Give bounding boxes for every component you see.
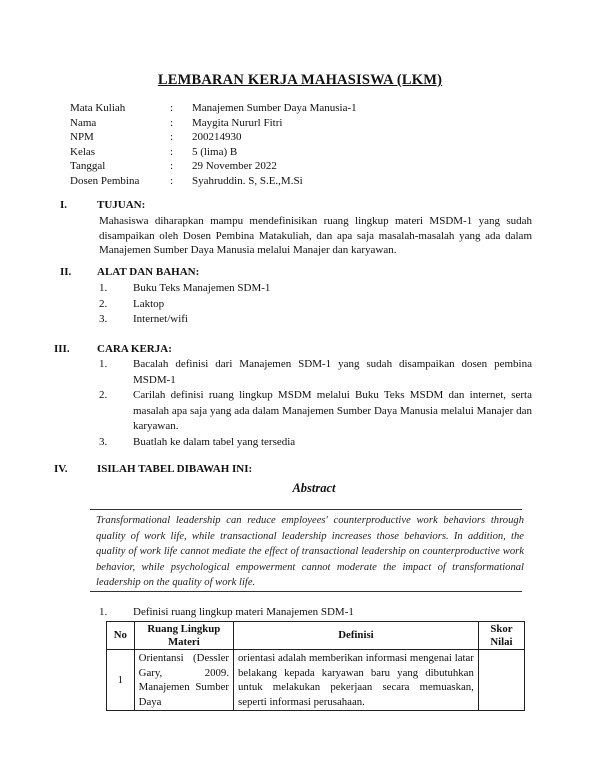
- info-row-tanggal: [70, 159, 357, 174]
- info-row-dosen-pembina: [70, 174, 357, 189]
- info-colon: :: [170, 174, 174, 187]
- list-item: [99, 281, 532, 297]
- info-label: Kelas: [70, 145, 96, 158]
- list-number: 2.: [99, 389, 108, 401]
- list-item: [99, 357, 532, 388]
- info-colon: :: [170, 145, 174, 158]
- section-heading-tujuan: TUJUAN:: [97, 199, 146, 211]
- tujuan-paragraph: Mahasiswa diharapkan mampu mendefinisikan ruang lingkup materi MSDM-1 yang sudah disampaikan oleh Dosen Pembina Matakuliah, dan apa saja masalah-masalah yang ada dalam Manajemen Sumber Daya Manusia melalui Manajer dan karyawan.: [99, 215, 532, 256]
- list-text: Carilah definisi ruang lingkup MSDM melalui Buku Teks MSDM dan internet, serta masalah apa saja yang ada dalam Manajemen Sumber Daya Manusia melalui Manajer dan karyawan.: [133, 389, 532, 432]
- list-number: 1.: [99, 282, 108, 294]
- table-caption-text: Definisi ruang lingkup materi Manajemen SDM-1: [133, 606, 354, 618]
- section-heading-cara-kerja: CARA KERJA:: [97, 343, 172, 355]
- info-colon: :: [170, 102, 174, 114]
- list-item: [99, 388, 532, 435]
- definisi-table: [106, 621, 525, 711]
- section-heading-alat: ALAT DAN BAHAN:: [97, 266, 200, 278]
- table-caption: [99, 606, 354, 618]
- info-label: NPM: [70, 131, 94, 143]
- section-number: II.: [60, 266, 72, 278]
- info-row-mata-kuliah: [70, 101, 357, 116]
- info-label: Nama: [70, 116, 97, 129]
- info-colon: :: [170, 131, 174, 143]
- abstract-text: Transformational leadership can reduce employees' counterproductive work behaviors through quality of work life, while transactional leadership increases those behaviors. In addition, the quality of work life cannot mediate the effect of transactional leadership on counterproductive work behavior, while psychological empowerment cannot moderate the impact of transformational leadership on the quality of work life.: [96, 515, 524, 588]
- alat-list: [99, 281, 532, 328]
- list-number: 1.: [99, 358, 108, 370]
- header-definisi: Definisi: [234, 622, 479, 650]
- page-title: LEMBARAN KERJA MAHASISWA (LKM): [157, 72, 443, 88]
- list-text: Buatlah ke dalam tabel yang tersedia: [133, 435, 296, 448]
- header-no: No: [107, 622, 135, 650]
- info-value: Syahruddin. S, S.E.,M.Si: [192, 174, 303, 187]
- list-text: Laktop: [133, 297, 165, 310]
- info-row-nama: [70, 116, 357, 131]
- list-number: 3.: [99, 435, 108, 448]
- list-item: [99, 312, 532, 328]
- section-number: III.: [54, 343, 70, 355]
- cell-no: 1: [107, 650, 135, 711]
- list-item: [99, 435, 532, 451]
- cell-ruang-lingkup: Orientansi (Dessler Gary, 2009. Manajemen Sumber Daya: [134, 650, 233, 711]
- list-number: 3.: [99, 313, 108, 325]
- section-heading-isilah-tabel: ISILAH TABEL DIBAWAH INI:: [97, 463, 253, 475]
- list-item: [99, 297, 532, 313]
- info-colon: :: [170, 116, 174, 129]
- list-text: Bacalah definisi dari Manajemen SDM-1 yang sudah disampaikan dosen pembina MSDM-1: [133, 358, 532, 386]
- header-skor-nilai: Skor Nilai: [478, 622, 524, 650]
- abstract-bottom-rule: [90, 591, 522, 592]
- list-text: Internet/wifi: [133, 313, 188, 325]
- header-ruang-lingkup: Ruang Lingkup Materi: [134, 622, 233, 650]
- info-label: Tanggal: [70, 160, 106, 172]
- student-info: [70, 101, 357, 188]
- cell-skor-nilai: [478, 650, 524, 711]
- info-row-kelas: [70, 145, 357, 160]
- info-label: Mata Kuliah: [70, 102, 126, 114]
- abstract-top-rule: [90, 509, 522, 510]
- table-row: [107, 650, 525, 711]
- list-text: Buku Teks Manajemen SDM-1: [133, 282, 271, 294]
- cara-kerja-list: [99, 357, 532, 450]
- info-label: Dosen Pembina: [70, 174, 140, 187]
- info-value: 5 (lima) B: [192, 145, 238, 158]
- info-value: Manajemen Sumber Daya Manusia-1: [192, 102, 357, 114]
- section-number: I.: [60, 199, 68, 211]
- info-value: 200214930: [192, 131, 242, 143]
- table-header-row: [107, 622, 525, 650]
- info-colon: :: [170, 160, 174, 172]
- section-number: IV.: [54, 463, 68, 475]
- abstract-title: Abstract: [292, 481, 336, 495]
- info-value: Maygita Nururl Fitri: [192, 116, 283, 129]
- list-number: 2.: [99, 297, 108, 310]
- info-value: 29 November 2022: [192, 160, 277, 172]
- table-caption-number: 1.: [99, 606, 108, 618]
- info-row-npm: [70, 130, 357, 145]
- cell-definisi: orientasi adalah memberikan informasi mengenai latar belakang kepada karyawan baru yang dibutuhkan untuk melakukan pekerjaan secara memuaskan, seperti informasi perusahaan.: [234, 650, 479, 711]
